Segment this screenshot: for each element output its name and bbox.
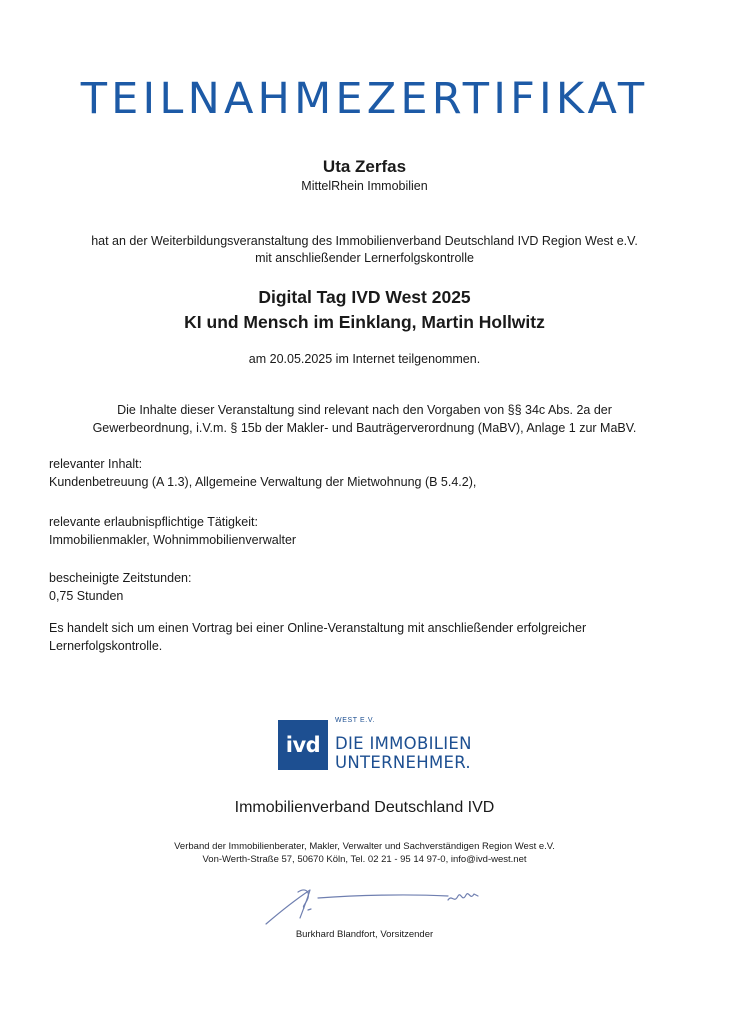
intro-line-1: hat an der Weiterbildungsveranstaltung des Immobilienverband Deutschland IVD Region West e.V. [91,234,638,248]
participant-company: MittelRhein Immobilien [301,179,428,193]
signer-name: Burkhard Blandfort, Vorsitzender [295,929,434,940]
association-name: Immobilienverband Deutschland IVD [234,799,495,816]
intro-line-2: mit anschließender Lernerfolgskontrolle [255,251,474,265]
ivd-logo-text: ivd [285,733,321,757]
intro-text [0,233,729,267]
logo-tagline-1: DIE IMMOBILIEN [335,734,472,753]
hours-label: bescheinigte Zeitstunden: [49,571,192,585]
signature-image [258,878,488,930]
ivd-logo-icon [278,720,328,770]
content-section [49,455,699,491]
note-line-2: Lernerfolgskontrolle. [49,639,163,653]
activity-label: relevante erlaubnispflichtige Tätigkeit: [49,515,258,529]
event-line-2: KI und Mensch im Einklang, Martin Hollwitz [184,312,545,332]
content-value: Kundenbetreuung (A 1.3), Allgemeine Verwaltung der Mietwohnung (B 5.4.2), [49,475,477,489]
activity-section [49,513,699,549]
activity-value: Immobilienmakler, Wohnimmobilienverwalter [49,533,297,547]
footer-address [0,840,729,866]
legal-text [0,402,729,437]
certificate-title: TEILNAHMEZERTIFIKAT [80,74,649,124]
logo-tagline-2: UNTERNEHMER. [335,753,471,772]
note-section [49,619,699,655]
event-title [0,285,729,335]
event-line-1: Digital Tag IVD West 2025 [258,287,471,307]
footer-line-2: Von-Werth-Straße 57, 50670 Köln, Tel. 02 21 - 95 14 97-0, info@ivd-west.net [202,854,527,865]
note-line-1: Es handelt sich um einen Vortrag bei einer Online-Veranstaltung mit anschließender erfolgreicher [49,621,587,635]
participation-date: am 20.05.2025 im Internet teilgenommen. [248,352,481,366]
legal-line-1: Die Inhalte dieser Veranstaltung sind relevant nach den Vorgaben von §§ 34c Abs. 2a der [117,403,612,417]
hours-section [49,569,699,605]
logo-region: WEST E.V. [335,717,376,724]
hours-value: 0,75 Stunden [49,589,124,603]
participant-name: Uta Zerfas [322,157,407,176]
content-label: relevanter Inhalt: [49,457,143,471]
legal-line-2: Gewerbeordnung, i.V.m. § 15b der Makler- und Bauträgerverordnung (MaBV), Anlage 1 zur MaBV. [92,420,637,435]
footer-line-1: Verband der Immobilienberater, Makler, Verwalter und Sachverständigen Region West e.V. [174,841,555,852]
